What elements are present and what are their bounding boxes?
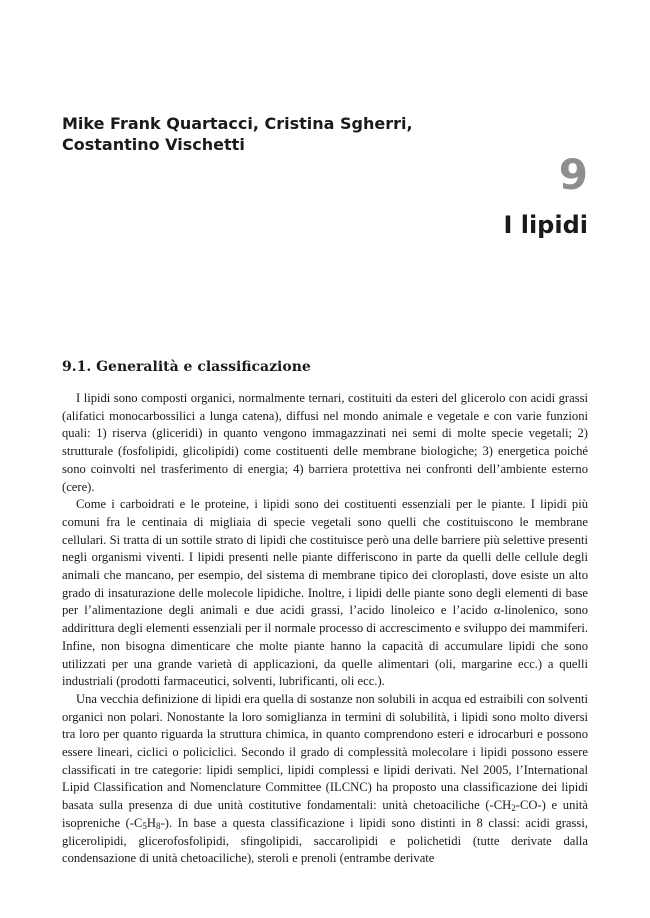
- author-block: [62, 113, 482, 155]
- subscript-h8: 8: [156, 820, 161, 831]
- subscript-c5: 5: [142, 820, 147, 831]
- chapter-number: 9: [558, 150, 588, 199]
- body-text: [62, 390, 588, 868]
- paragraph-1: I lipidi sono composti organici, normalmente ternari, costituiti da esteri del glicerolo con acidi grassi (alifatici monocarbossilici a lunga catena), diffusi nel mondo animale e vegetale e con varie funzioni quali: 1) riserva (gliceridi) in quanto vengono immagazzinati nei semi di molte specie vegetali; 2) strutturale (fosfolipidi, glicolipidi) come costituenti delle membrane biologiche; 3) energetica poiché sono coinvolti nel trasferimento di energia; 4) barriera protettiva nei confronti dell’ambiente esterno (cere).: [62, 391, 588, 494]
- paragraph-3-text-start: Una vecchia definizione di lipidi era quella di sostanze non solubili in acqua ed estraibili con solventi organici non polari. Nonostante la loro somiglianza in termini di solubilità, i lipidi sono molto diversi tra loro per quanto riguarda la struttura chimica, in quanto comprendono esteri e idrocarburi e possono essere lineari, ciclici o policiclici. Secondo il grado di complessità molecolare i lipidi possono essere classificati in tre categorie: lipidi semplici, lipidi complessi e lipidi derivati. Nel 2005, l’International Lipid Classification and Nomenclature Committee (ILCNC) ha proposto una classificazione dei lipidi basata sulla presenza di due unità costitutive fondamentali: unità chetoaciliche (-CH: [62, 691, 588, 813]
- paragraph-3-text-mid2: H: [146, 815, 157, 830]
- section-heading: 9.1. Generalità e classificazione: [62, 359, 311, 375]
- author-line-2: Costantino Vischetti: [62, 135, 245, 154]
- paragraph-3-text-mid1: -CO-) e unità isopreniche (-C: [62, 798, 588, 830]
- paragraph-2: Come i carboidrati e le proteine, i lipidi sono dei costituenti essenziali per le piante. I lipidi più comuni fra le centinaia di migliaia di specie vegetali sono quelli che costituiscono le membrane cellulari. Si tratta di un sottile strato di lipidi che costituisce però una delle barriere più selettive presenti negli organismi viventi. I lipidi presenti nelle piante differiscono in parte da quelli delle cellule degli animali che mancano, per esempio, del sistema di membrane tipico dei cloroplasti, dove esiste un alto grado di insaturazione delle molecole lipidiche. Inoltre, i lipidi delle piante sono degli elementi di base per l’alimentazione degli animali e due acidi grassi, l’acido linoleico e l’acido α-linolenico, sono addirittura degli elementi essenziali per il normale processo di accrescimento e sviluppo dei mammiferi. Infine, non bisogna dimenticare che molte piante hanno la capacità di accumulare lipidi che sono utilizzati per una grande varietà di applicazioni, da quelle alimentari (oli, margarine ecc.) a quelli industriali (prodotti farmaceutici, solventi, lubrificanti, oli ecc.).: [62, 497, 588, 689]
- paragraph-3-text-end: -). In base a questa classificazione i lipidi sono distinti in 8 classi: acidi grassi, glicerolipidi, glicerofosfolipidi, sfingolipidi, saccarolipidi e polichetidi (tutte derivate dalla condensazione di unità chetoaciliche), steroli e prenoli (entrambe derivate: [62, 815, 588, 866]
- author-line-1: Mike Frank Quartacci, Cristina Sgherri,: [62, 114, 413, 133]
- chapter-title: I lipidi: [503, 211, 588, 239]
- paragraph-3: [62, 691, 588, 868]
- subscript-ch2: 2: [511, 802, 516, 813]
